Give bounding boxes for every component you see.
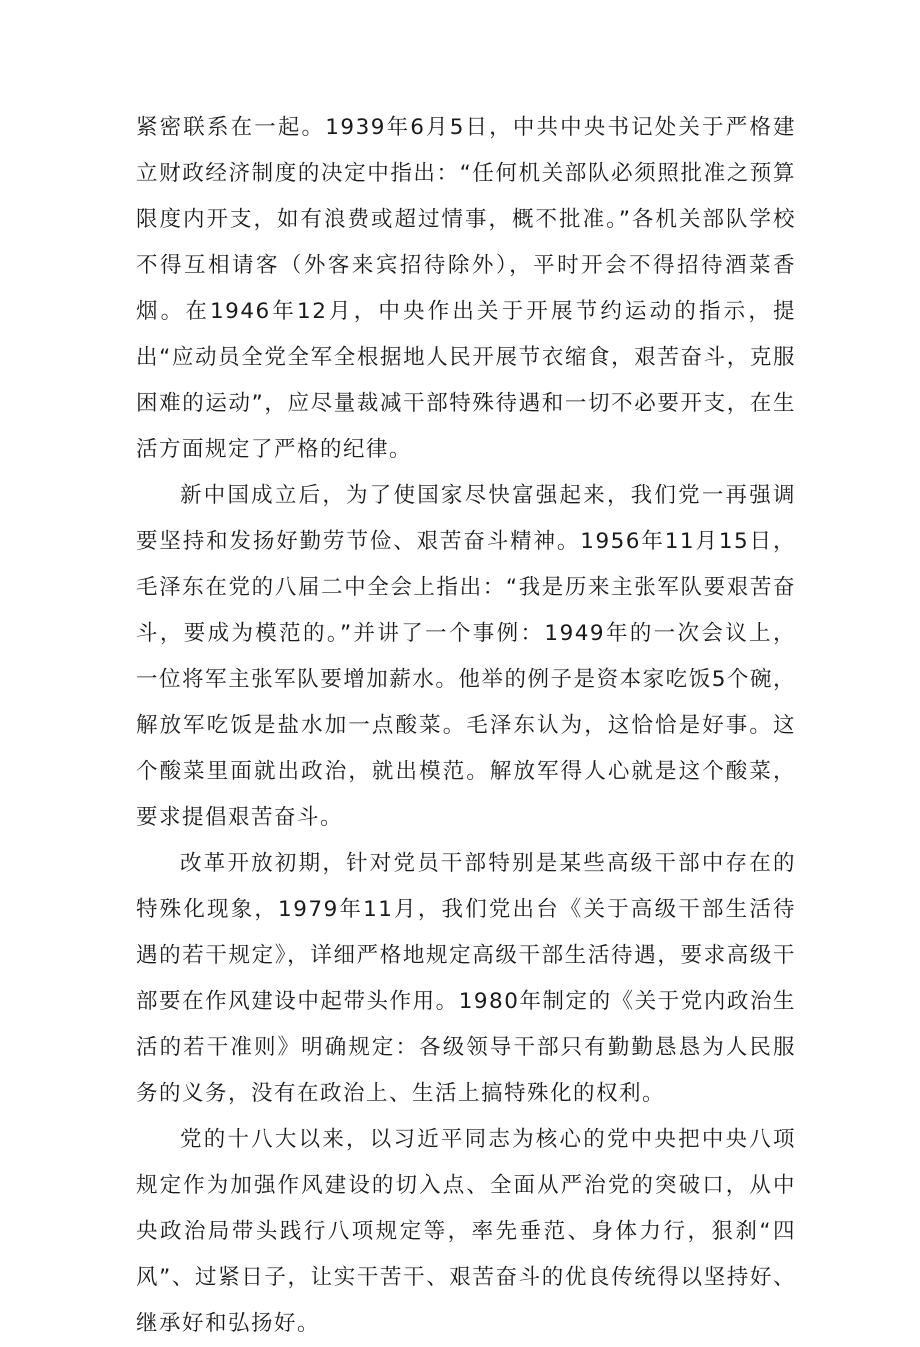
paragraph-2: 新中国成立后，为了使国家尽快富强起来，我们党一再强调要坚持和发扬好勤劳节俭、艰苦奋斗精神。1956年11月15日，毛泽东在党的八届二中全会上指出：“我是历来主张军队要艰苦奋斗，要成为模范的。”并讲了一个事例：1949年的一次会议上，一位将军主张军队要增加薪水。他举的例子是资本家吃饭5个碗，解放军吃饭是盐水加一点酸菜。毛泽东认为，这恰恰是好事。这个酸菜里面就出政治，就出模范。解放军得人心就是这个酸菜，要求提倡艰苦奋斗。 (136, 483, 796, 830)
document-body (136, 105, 796, 1347)
paragraph-3: 改革开放初期，针对党员干部特别是某些高级干部中存在的特殊化现象，1979年11月，我们党出台《关于高级干部生活待遇的若干规定》，详细严格地规定高级干部生活待遇，要求高级干部要在作风建设中起带头作用。1980年制定的《关于党内政治生活的若干准则》明确规定：各级领导干部只有勤勤恳恳为人民服务的义务，没有在政治上、生活上搞特殊化的权利。 (136, 851, 796, 1106)
paragraph-1: 紧密联系在一起。1939年6月5日，中共中央书记处关于严格建立财政经济制度的决定中指出：“任何机关部队必须照批准之预算限度内开支，如有浪费或超过情事，概不批准。”各机关部队学校不得互相请客（外客来宾招待除外），平时开会不得招待酒菜香烟。在1946年12月，中央作出关于开展节约运动的指示，提出“应动员全党全军全根据地人民开展节衣缩食，艰苦奋斗，克服困难的运动”，应尽量裁减干部特殊待遇和一切不必要开支，在生活方面规定了严格的纪律。 (136, 115, 796, 462)
paragraph-4: 党的十八大以来，以习近平同志为核心的党中央把中央八项规定作为加强作风建设的切入点、全面从严治党的突破口，从中央政治局带头践行八项规定等，率先垂范、身体力行，狠刹“四风”、过紧日子，让实干苦干、艰苦奋斗的优良传统得以坚持好、继承好和弘扬好。 (136, 1127, 796, 1336)
